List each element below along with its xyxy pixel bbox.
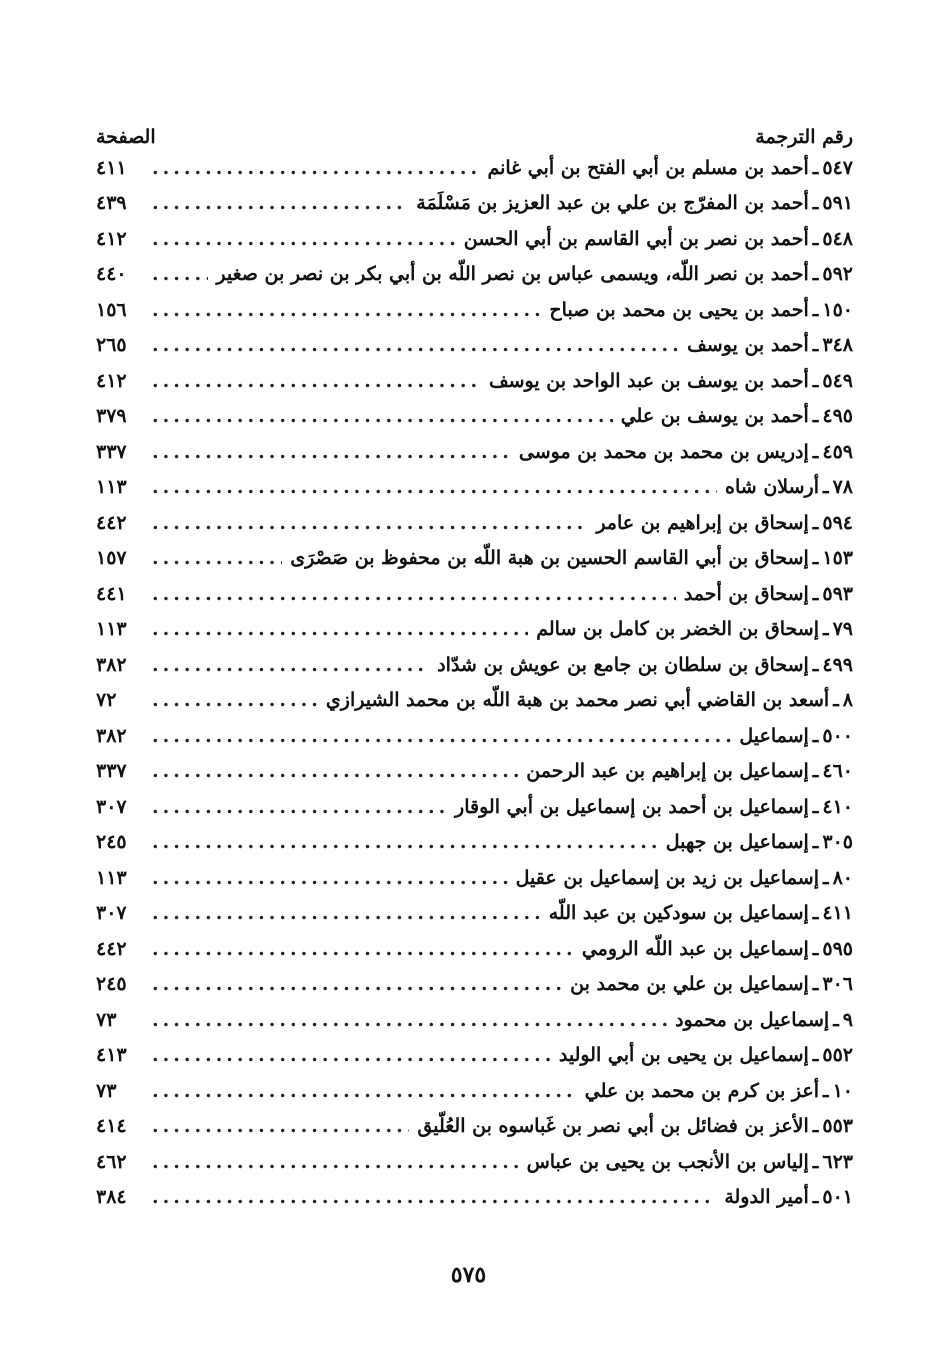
entry-text xyxy=(570,973,853,995)
entry-separator: ـ xyxy=(833,1008,839,1031)
entry-name: إلياس بن الأنجب بن يحيى بن عباس xyxy=(526,1150,809,1173)
entry-number: ٥٩٢ xyxy=(822,263,853,286)
dot-leader xyxy=(152,973,562,995)
index-entry xyxy=(96,860,853,896)
entry-page: ٧٢ xyxy=(96,689,117,712)
entry-text xyxy=(527,1151,853,1173)
entry-text xyxy=(216,263,853,285)
index-entry xyxy=(96,541,853,577)
entry-text xyxy=(464,228,853,250)
entry-name: إسماعيل بن جهبل xyxy=(665,831,809,854)
entry-number: ٣٠٦ xyxy=(822,973,853,996)
entry-name: إسماعيل بن زيد بن إسماعيل بن عقيل xyxy=(515,866,819,889)
index-entry xyxy=(96,647,853,683)
entry-separator: ـ xyxy=(812,795,819,818)
entry-number: ٤٩٥ xyxy=(822,405,853,428)
column-headers xyxy=(96,114,853,148)
index-entry xyxy=(96,896,853,932)
index-entry xyxy=(96,292,853,328)
dot-leader xyxy=(152,476,717,498)
entry-number: ٤٩٩ xyxy=(822,653,853,676)
entry-page: ١١٣ xyxy=(96,476,127,499)
entry-name: الأعز بن فضائل بن أبي نصر بن غَباسوه بن العُلّيق xyxy=(417,1115,809,1138)
entry-name: أسعد بن القاضي أبي نصر محمد بن هبة اللّه بن محمد الشيرازي xyxy=(325,689,830,712)
entry-separator: ـ xyxy=(812,582,819,605)
entry-page: ٣٨٢ xyxy=(96,653,127,676)
entry-page: ٣٨٤ xyxy=(96,1186,127,1209)
entry-page: ٤٦٢ xyxy=(96,1150,127,1173)
entry-number: ٤٦٠ xyxy=(822,760,853,783)
index-entry xyxy=(96,967,853,1003)
index-entry xyxy=(96,718,853,754)
entry-name: أحمد بن يوسف بن عبد الواحد بن يوسف xyxy=(488,369,809,392)
entry-text xyxy=(516,867,853,889)
dot-leader xyxy=(152,1044,551,1066)
index-entry xyxy=(96,1002,853,1038)
entry-name: إسماعيل xyxy=(739,724,809,747)
entry-number: ٥٠٠ xyxy=(822,724,853,747)
entry-number: ٥٥٣ xyxy=(822,1115,853,1138)
entry-number: ١٠ xyxy=(832,1079,853,1102)
entry-text xyxy=(621,405,853,427)
entry-name: إسماعيل بن يحيى بن أبي الوليد xyxy=(558,1044,809,1067)
entry-name: أحمد بن يحيى بن محمد بن صباح xyxy=(549,298,809,321)
entry-separator: ـ xyxy=(812,724,819,747)
entry-separator: ـ xyxy=(823,1079,829,1102)
page-number: ٥٧٥ xyxy=(450,1262,487,1288)
entry-page: ١٥٦ xyxy=(96,298,127,321)
dot-leader xyxy=(152,654,429,676)
entry-page: ٣٠٧ xyxy=(96,795,127,818)
dot-leader xyxy=(152,547,282,569)
entry-number: ٣٤٨ xyxy=(822,334,853,357)
entry-separator: ـ xyxy=(812,192,819,215)
entry-text xyxy=(417,1115,853,1137)
entry-text xyxy=(724,1186,853,1208)
entry-name: إدريس بن محمد بن محمد بن موسى xyxy=(518,440,809,463)
entry-number: ٥٤٨ xyxy=(822,227,853,250)
index-entry xyxy=(96,1073,853,1109)
dot-leader xyxy=(152,1151,519,1173)
dot-leader xyxy=(152,831,658,853)
entry-separator: ـ xyxy=(812,227,819,250)
entry-separator: ـ xyxy=(812,902,819,925)
entry-text xyxy=(666,831,853,853)
entry-text xyxy=(437,654,853,676)
index-entry xyxy=(96,399,853,435)
entry-separator: ـ xyxy=(812,156,819,179)
entry-page: ٣٣٧ xyxy=(96,440,127,463)
entry-separator: ـ xyxy=(812,1186,819,1209)
entry-text xyxy=(489,370,853,392)
entry-name: أمير الدولة xyxy=(724,1186,809,1209)
entry-text xyxy=(519,441,853,463)
entry-number: ٥٤٧ xyxy=(822,156,853,179)
dot-leader xyxy=(152,760,518,782)
index-entry xyxy=(96,257,853,293)
entry-name: أحمد بن نصر اللّه، ويسمى عباس بن نصر اللّه بن أبي بكر بن نصر بن صغير xyxy=(216,263,809,286)
entry-separator: ـ xyxy=(812,1044,819,1067)
index-entry xyxy=(96,1144,853,1180)
entry-number: ٤١١ xyxy=(822,902,853,925)
dot-leader xyxy=(152,796,447,818)
entry-page: ٢٦٥ xyxy=(96,334,127,357)
entry-separator: ـ xyxy=(812,1150,819,1173)
entry-text xyxy=(684,583,853,605)
index-entry xyxy=(96,612,853,648)
index-entry xyxy=(96,576,853,612)
entry-text xyxy=(549,299,853,321)
index-entry xyxy=(96,683,853,719)
entry-number: ٥٠١ xyxy=(822,1186,853,1209)
dot-leader xyxy=(152,228,456,250)
entry-number: ٤٥٩ xyxy=(822,440,853,463)
entry-separator: ـ xyxy=(812,405,819,428)
entry-page: ٢٤٥ xyxy=(96,831,127,854)
entry-name: أحمد بن يوسف xyxy=(687,334,809,357)
entry-separator: ـ xyxy=(812,653,819,676)
entry-page: ٣٨٢ xyxy=(96,724,127,747)
index-entry xyxy=(96,825,853,861)
dot-leader xyxy=(152,1009,667,1031)
entry-name: أرسلان شاه xyxy=(725,476,819,499)
entry-page: ٣٠٧ xyxy=(96,902,127,925)
entry-text xyxy=(596,512,853,534)
entry-text xyxy=(739,725,853,747)
entry-separator: ـ xyxy=(812,973,819,996)
entry-separator: ـ xyxy=(823,618,829,641)
entry-name: أحمد بن نصر بن أبي القاسم بن أبي الحسن xyxy=(463,227,809,250)
entry-number: ٥٩٣ xyxy=(822,582,853,605)
entry-text xyxy=(725,476,853,498)
entry-page: ٤١٣ xyxy=(96,1044,127,1067)
entry-name: إسماعيل بن علي بن محمد بن xyxy=(570,973,809,996)
dot-leader xyxy=(152,441,511,463)
index-entry xyxy=(96,931,853,967)
entry-page: ٣٧٩ xyxy=(96,405,127,428)
index-entry xyxy=(96,1180,853,1216)
entry-number: ٥٩٤ xyxy=(822,511,853,534)
entry-number: ٥٥٢ xyxy=(822,1044,853,1067)
entry-name: إسماعيل بن أحمد بن إسماعيل بن أبي الوقار xyxy=(455,795,809,818)
index-entry xyxy=(96,434,853,470)
dot-leader xyxy=(152,938,574,960)
entry-name: أحمد بن المفرّج بن علي بن عبد العزيز بن مَسْلَمَة xyxy=(416,192,809,215)
index-entry xyxy=(96,470,853,506)
entry-separator: ـ xyxy=(812,1115,819,1138)
index-entry xyxy=(96,363,853,399)
entry-number: ٧٩ xyxy=(832,618,853,641)
entry-page: ٤١١ xyxy=(96,156,127,179)
index-entry xyxy=(96,789,853,825)
dot-leader xyxy=(152,618,528,640)
entry-text xyxy=(487,157,853,179)
dot-leader xyxy=(152,1080,577,1102)
entry-separator: ـ xyxy=(812,369,819,392)
index-entries xyxy=(96,150,853,1215)
dot-leader xyxy=(152,405,613,427)
entry-separator: ـ xyxy=(812,334,819,357)
entry-name: أعز بن كرم بن محمد بن علي xyxy=(584,1079,819,1102)
dot-leader xyxy=(152,725,731,747)
entry-text xyxy=(526,760,853,782)
entry-text xyxy=(416,192,853,214)
entry-name: أحمد بن مسلم بن أبي الفتح بن أبي غانم xyxy=(487,156,809,179)
index-entry xyxy=(96,186,853,222)
entry-text xyxy=(675,1009,853,1031)
dot-leader xyxy=(152,192,408,214)
entry-name: إسحاق بن سلطان بن جامع بن عويش بن شدّاد xyxy=(437,653,809,676)
entry-text xyxy=(455,796,853,818)
entry-text xyxy=(549,902,853,924)
entry-page: ٣٣٧ xyxy=(96,760,127,783)
entry-page: ٤٤٠ xyxy=(96,263,127,286)
entry-number: ٥٩١ xyxy=(822,192,853,215)
entry-separator: ـ xyxy=(812,263,819,286)
entry-text xyxy=(290,547,853,569)
entry-name: إسحاق بن إبراهيم بن عامر xyxy=(596,511,809,534)
index-entry xyxy=(96,328,853,364)
entry-name: إسحاق بن أبي القاسم الحسين بن هبة اللّه بن محفوظ بن صَصْرَى xyxy=(290,547,809,570)
entry-number: ٥٤٩ xyxy=(822,369,853,392)
dot-leader xyxy=(152,1115,409,1137)
entry-name: إسحاق بن الخضر بن كامل بن سالم xyxy=(536,618,819,641)
index-entry xyxy=(96,221,853,257)
entry-text xyxy=(582,938,853,960)
entry-number-header: رقم الترجمة xyxy=(755,126,853,148)
dot-leader xyxy=(152,689,318,711)
dot-leader xyxy=(152,902,541,924)
entry-number: ٨ xyxy=(842,689,853,712)
entry-separator: ـ xyxy=(812,831,819,854)
entry-separator: ـ xyxy=(823,476,829,499)
dot-leader xyxy=(152,157,479,179)
entry-text xyxy=(585,1080,853,1102)
dot-leader xyxy=(152,370,481,392)
entry-page: ٤١٢ xyxy=(96,227,127,250)
entry-page: ٤٣٩ xyxy=(96,192,127,215)
entry-name: إسماعيل بن عبد اللّه الرومي xyxy=(581,937,809,960)
dot-leader xyxy=(152,512,588,534)
entry-page: ١١٣ xyxy=(96,618,127,641)
entry-number: ٥٩٥ xyxy=(822,937,853,960)
entry-number: ٣٠٥ xyxy=(822,831,853,854)
entry-text xyxy=(687,334,853,356)
entry-separator: ـ xyxy=(812,760,819,783)
index-entry xyxy=(96,150,853,186)
entry-page: ٤١٢ xyxy=(96,369,127,392)
entry-number: ٨٠ xyxy=(832,866,853,889)
dot-leader xyxy=(152,299,541,321)
entry-separator: ـ xyxy=(833,689,839,712)
entry-separator: ـ xyxy=(812,511,819,534)
entry-page: ١١٣ xyxy=(96,866,127,889)
entry-number: ٧٨ xyxy=(832,476,853,499)
entry-separator: ـ xyxy=(812,298,819,321)
entry-separator: ـ xyxy=(812,440,819,463)
entry-name: إسماعيل بن سودكين بن عبد اللّه xyxy=(548,902,809,925)
index-entry xyxy=(96,1038,853,1074)
index-entry xyxy=(96,1109,853,1145)
entry-number: ٦٢٣ xyxy=(822,1150,853,1173)
entry-text xyxy=(326,689,853,711)
dot-leader xyxy=(152,1186,716,1208)
entry-page: ٤١٤ xyxy=(96,1115,127,1138)
index-entry xyxy=(96,505,853,541)
entry-separator: ـ xyxy=(812,547,819,570)
entry-name: إسماعيل بن محمود xyxy=(675,1008,830,1031)
entry-page: ٤٤٢ xyxy=(96,937,127,960)
entry-page: ٤٤٢ xyxy=(96,511,127,534)
entry-separator: ـ xyxy=(812,937,819,960)
dot-leader xyxy=(152,263,208,285)
dot-leader xyxy=(152,867,508,889)
entry-number: ٤١٠ xyxy=(822,795,853,818)
entry-page: ٧٣ xyxy=(96,1008,117,1031)
entry-page: ٧٣ xyxy=(96,1079,117,1102)
entry-separator: ـ xyxy=(823,866,829,889)
entry-page: ٢٤٥ xyxy=(96,973,127,996)
dot-leader xyxy=(152,334,679,356)
entry-name: إسماعيل بن إبراهيم بن عبد الرحمن xyxy=(526,760,809,783)
entry-number: ١٥٣ xyxy=(822,547,853,570)
entry-number: ١٥٠ xyxy=(822,298,853,321)
entry-page: ١٥٧ xyxy=(96,547,127,570)
entry-name: أحمد بن يوسف بن علي xyxy=(620,405,809,428)
page-header: الصفحة xyxy=(96,126,156,148)
dot-leader xyxy=(152,583,676,605)
entry-page: ٤٤١ xyxy=(96,582,127,605)
entry-name: إسحاق بن أحمد xyxy=(683,582,809,605)
index-entry xyxy=(96,754,853,790)
entry-text xyxy=(536,618,853,640)
entry-number: ٩ xyxy=(842,1008,853,1031)
entry-text xyxy=(559,1044,853,1066)
